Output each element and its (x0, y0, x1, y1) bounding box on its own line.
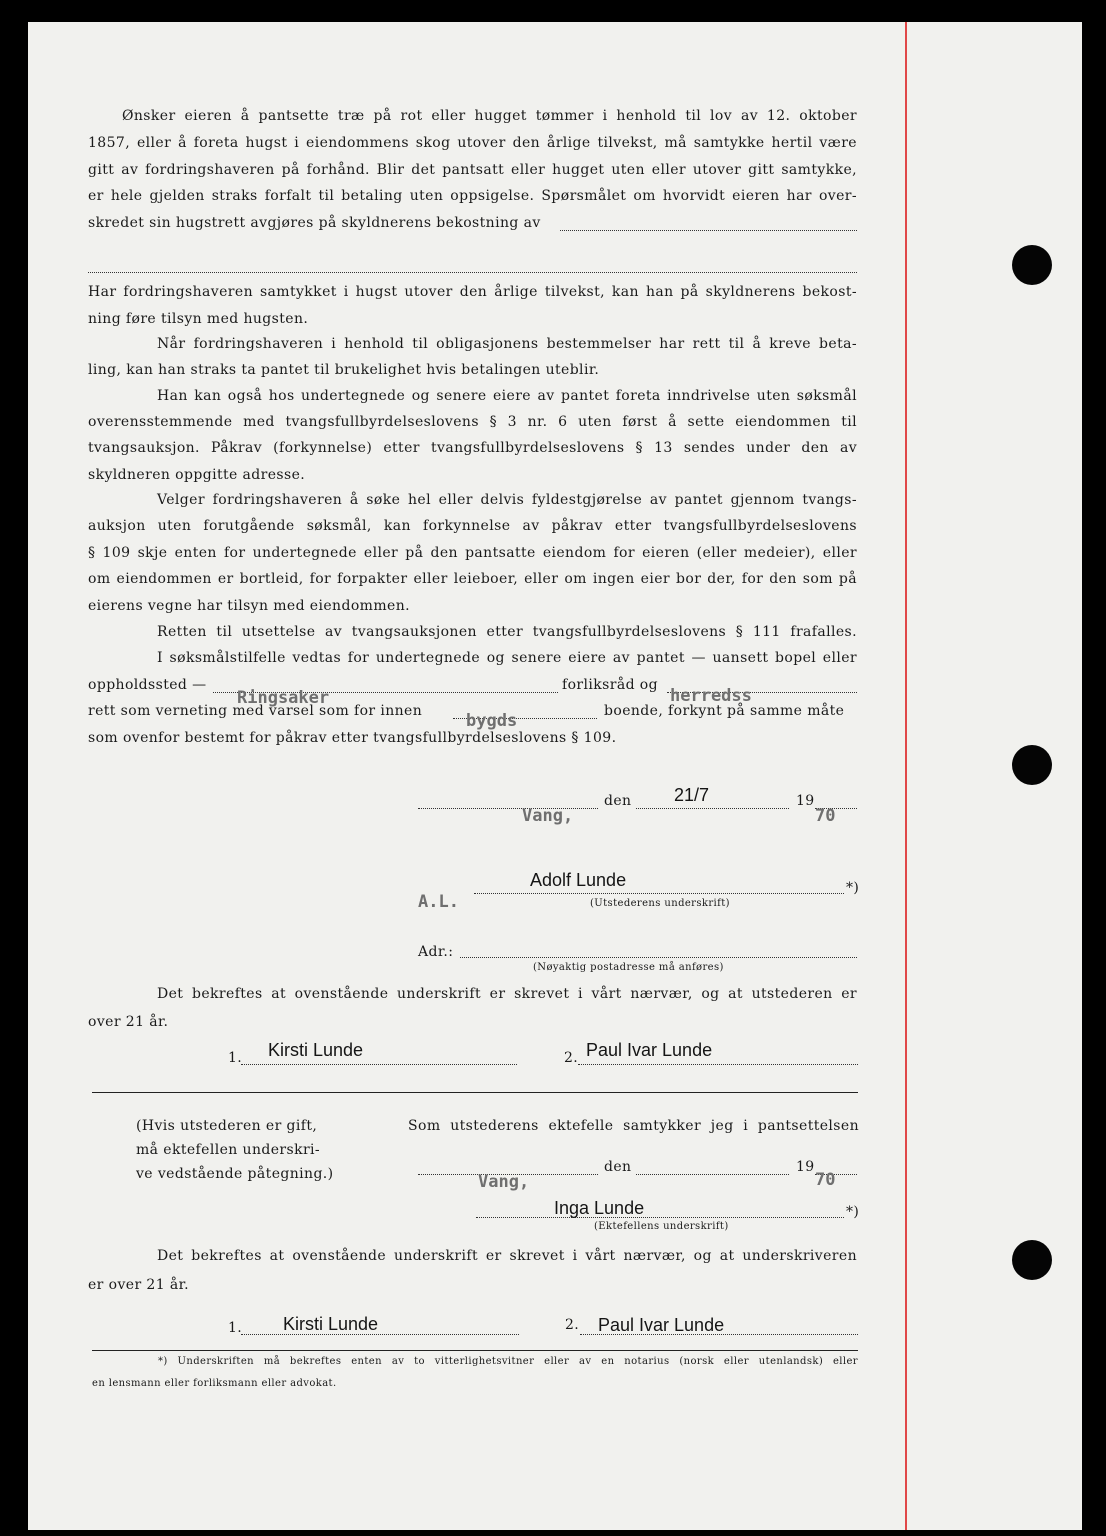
spouse-date-line (636, 1174, 789, 1175)
p7-rett: rett som verneting med varsel som for innen (88, 703, 423, 719)
footnote-line-1: *) Underskriften må bekreftes enten av to vitterlighetsvitner eller av en notarius (norsk eller utenlandsk) eller (158, 1356, 858, 1367)
stamp-herreds: herredss (670, 686, 752, 706)
p7-last-line: som ovenfor bestemt for påkrav etter tvangsfullbyrdelseslovens § 109. (88, 730, 617, 746)
address-caption: (Nøyaktig postadresse må anføres) (533, 962, 724, 973)
spouse-note-1: (Hvis utstederen er gift, (136, 1118, 318, 1134)
p5-line-3: § 109 skje enten for undertegnede eller på den pantsatte eiendom for eieren (eller medeier), eller (88, 545, 857, 561)
witness1-number-1: 1. (228, 1050, 243, 1066)
witness2-signature-2: Paul Ivar Lunde (598, 1315, 725, 1335)
p7-oppholdssted: oppholdssted — (88, 677, 207, 693)
punch-hole-top (1012, 245, 1052, 285)
p1-line-2: 1857, eller å foreta hugst i eiendommens skog utover den årlige tilvekst, må samtykke hertil være (88, 135, 857, 151)
spouse-note-2: må ektefellen underskri- (136, 1142, 321, 1158)
p1-line-1: Ønsker eieren å pantsette træ på rot eller hugget tømmer i henhold til lov av 12. oktober (122, 108, 857, 124)
spouse-den-label: den (604, 1159, 632, 1175)
p1-line-3: gitt av fordringshaveren på forhånd. Blir det pantsatt eller hugget uten eller utover gitt samtykke, (88, 162, 857, 178)
witness1-signature-1: Kirsti Lunde (268, 1040, 364, 1060)
p7-line-1: I søksmålstilfelle vedtas for undertegnede og senere eiere av pantet — uansett bopel eller (157, 650, 857, 666)
section-divider (92, 1092, 858, 1093)
spouse-century: 19 (796, 1159, 815, 1175)
stamp-place-1: Vang, (522, 806, 574, 826)
p5-line-5: eierens vegne har tilsyn med eiendommen. (88, 598, 410, 614)
p2-line-2: ning føre tilsyn med hugsten. (88, 311, 309, 327)
address-line (460, 957, 857, 958)
issuer-caption: (Utstederens underskrift) (590, 898, 730, 909)
stamp-year-1: 70 (815, 806, 836, 826)
witness1-number-2: 2. (564, 1050, 579, 1066)
p4-line-2: overensstemmende med tvangsfullbyrdelseslovens § 3 nr. 6 uten først å sette eiendommen til (88, 414, 857, 430)
footnote-divider (92, 1350, 858, 1351)
witness1-text-line-2: over 21 år. (88, 1014, 169, 1030)
issuer-star: *) (846, 880, 860, 896)
issuer-signature-line (474, 893, 844, 894)
stamp-ringsaker: Ringsaker (237, 688, 330, 708)
p5-line-2: auksjon uten forutgående søksmål, kan forkynnelse av påkrav etter tvangsfullbyrdelseslovens (88, 518, 857, 534)
footnote-line-2: en lensmann eller forliksmann eller advokat. (92, 1378, 337, 1389)
hugstrett-fill-line-2 (88, 272, 857, 273)
spouse-signature-line (476, 1217, 844, 1218)
p3-line-1: Når fordringshaveren i henhold til obligasjonens bestemmelser har rett til å kreve beta- (157, 336, 857, 352)
stamp-initials: A.L. (418, 892, 459, 912)
p7-boende: boende, forkynt på samme måte (604, 703, 845, 719)
p1-line-4: er hele gjelden straks forfalt til betaling uten oppsigelse. Spørsmålet om hvorvidt eieren har over- (88, 188, 857, 204)
spouse-signature: Inga Lunde (554, 1198, 645, 1218)
p4-line-1: Han kan også hos undertegnede og senere eiere av pantet foreta inndrivelse uten søksmål (157, 388, 857, 404)
witness2-signature-1: Kirsti Lunde (283, 1314, 379, 1334)
punch-hole-middle (1012, 745, 1052, 785)
stamp-bygds: bygds (466, 711, 518, 731)
witness1-line-1 (241, 1064, 517, 1065)
date-den-label: den (604, 793, 632, 809)
p5-line-4: om eiendommen er bortleid, for forpakter eller leieboer, eller om ingen eier bor der, for den som på (88, 571, 857, 587)
spouse-star: *) (846, 1204, 860, 1220)
spouse-consent: Som utstederens ektefelle samtykker jeg i pantsettelsen (408, 1118, 859, 1134)
p3-line-2: ling, kan han straks ta pantet til brukelighet hvis betalingen uteblir. (88, 362, 600, 378)
date-fill-line (636, 808, 789, 809)
p5-line-1: Velger fordringshaveren å søke hel eller delvis fyldestgjørelse av pantet gjennom tvangs- (157, 492, 857, 508)
p2-line-1: Har fordringshaveren samtykket i hugst utover den årlige tilvekst, kan han på skyldnerens bekost- (88, 284, 857, 300)
p4-line-4: skyldneren oppgitte adresse. (88, 467, 306, 483)
witness2-text-line-2: er over 21 år. (88, 1277, 190, 1293)
witness2-number-1: 1. (228, 1320, 243, 1336)
p7-forliksrad: forliksråd og (562, 677, 658, 693)
witness1-text-line-1: Det bekreftes at ovenstående underskrift er skrevet i vårt nærvær, og at utstederen er (157, 986, 857, 1002)
witness1-signature-2: Paul Ivar Lunde (586, 1040, 713, 1060)
p4-line-3: tvangsauksjon. Påkrav (forkynnelse) etter tvangsfullbyrdelseslovens § 13 sendes under den av (88, 440, 857, 456)
document-page (28, 22, 1082, 1530)
witness2-number-2: 2. (565, 1317, 580, 1333)
spouse-caption: (Ektefellens underskrift) (594, 1221, 729, 1232)
witness2-text-line-1: Det bekreftes at ovenstående underskrift er skrevet i vårt nærvær, og at underskriveren (157, 1248, 857, 1264)
margin-line (905, 22, 907, 1530)
stamp-place-2: Vang, (478, 1172, 530, 1192)
date-century: 19 (796, 793, 815, 809)
p6-line: Retten til utsettelse av tvangsauksjonen etter tvangsfullbyrdelseslovens § 111 frafalles. (157, 624, 857, 640)
witness1-line-2 (578, 1064, 858, 1065)
stamp-year-2: 70 (815, 1170, 836, 1190)
p1-line-5: skredet sin hugstrett avgjøres på skyldnerens bekostning av (88, 215, 541, 231)
date-handwritten: 21/7 (674, 785, 710, 805)
hugstrett-fill-line (560, 230, 857, 231)
punch-hole-bottom (1012, 1240, 1052, 1280)
address-label: Adr.: (418, 944, 454, 960)
spouse-note-3: ve vedstående påtegning.) (136, 1166, 334, 1182)
issuer-signature: Adolf Lunde (530, 870, 627, 890)
